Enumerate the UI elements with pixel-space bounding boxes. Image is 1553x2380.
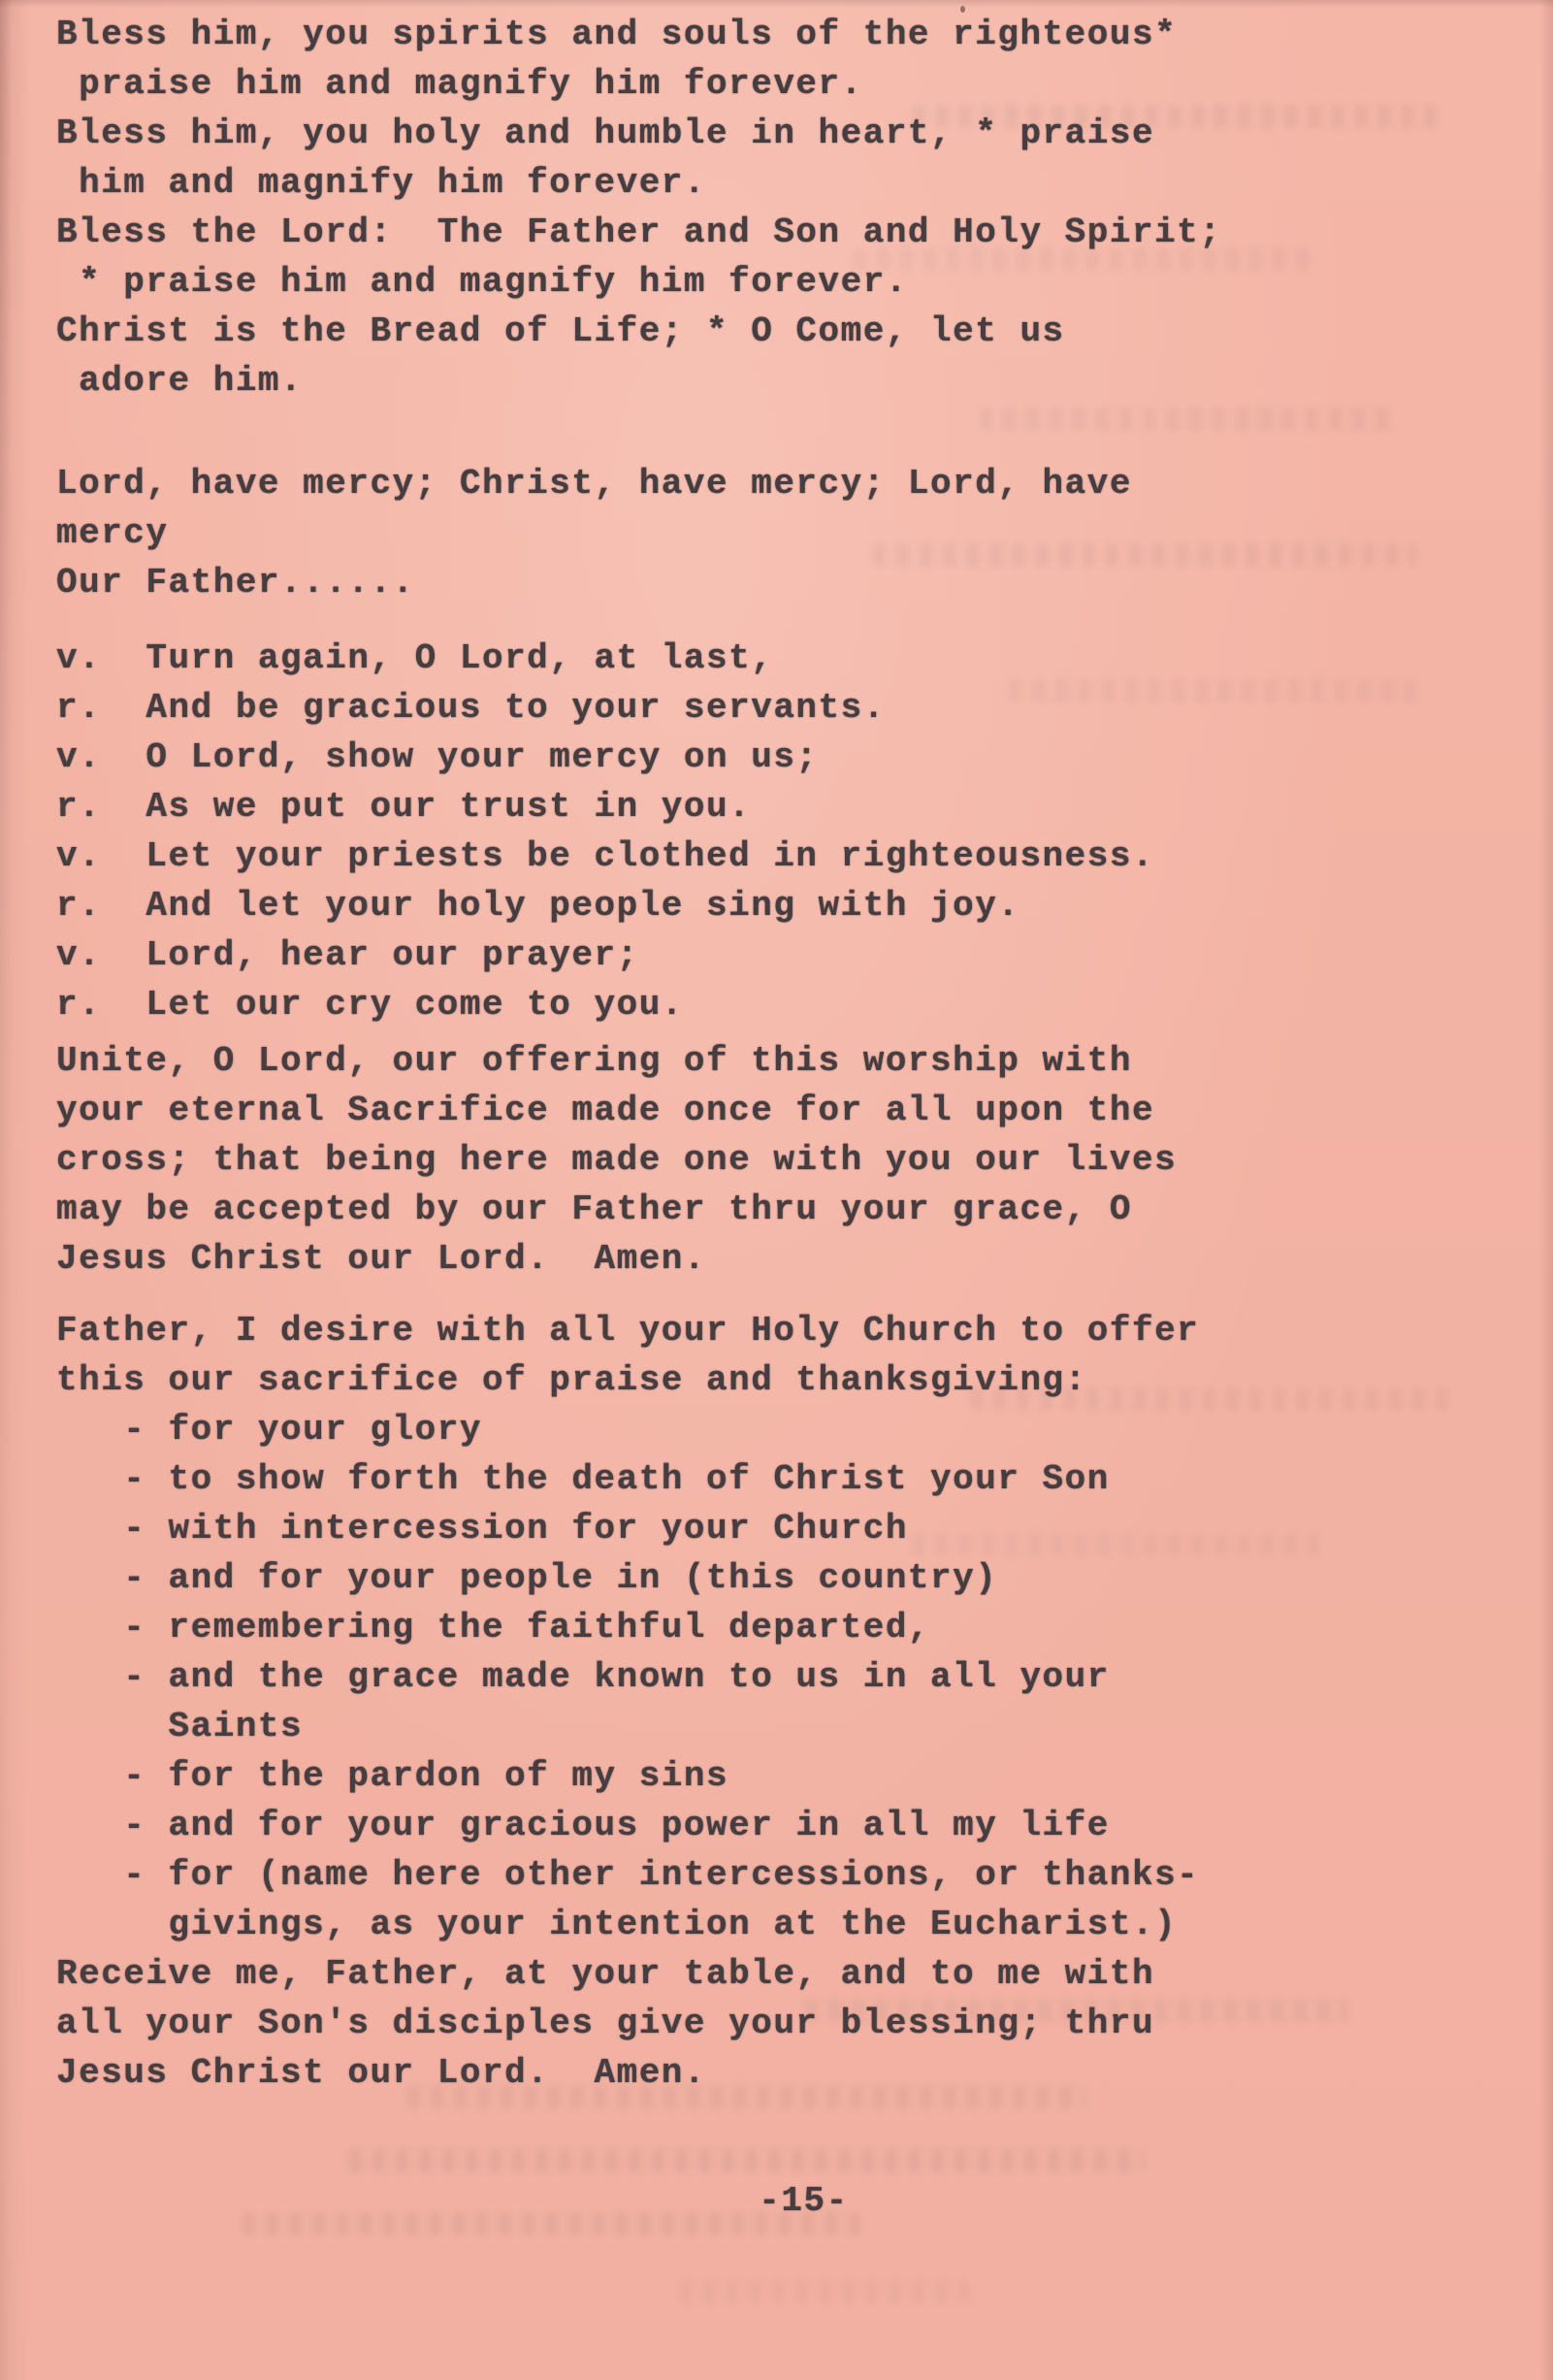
text-line: Unite, O Lord, our offering of this worship with — [56, 1041, 1132, 1081]
bleed-through-smudge — [679, 2280, 970, 2303]
text-line: praise him and magnify him forever. — [56, 64, 863, 104]
text-line: Jesus Christ our Lord. Amen. — [56, 1239, 707, 1279]
page-number: -15- — [759, 2181, 849, 2221]
text-line: Jesus Christ our Lord. Amen. — [56, 2053, 707, 2093]
text-line: * praise him and magnify him forever. — [56, 262, 908, 302]
text-line: v. Lord, hear our prayer; — [56, 935, 639, 975]
section-oblation-prayer — [56, 1036, 1553, 1284]
text-line: adore him. — [56, 361, 304, 401]
text-line: Bless him, you holy and humble in heart, * praise — [56, 114, 1155, 153]
text-line: - and for your gracious power in all my life — [56, 1806, 1110, 1845]
text-line: Our Father...... — [56, 563, 415, 603]
text-line: Bless the Lord: The Father and Son and Holy Spirit; — [56, 212, 1222, 252]
text-line: r. And be gracious to your servants. — [56, 688, 886, 728]
text-line: r. And let your holy people sing with joy. — [56, 886, 1020, 926]
text-line: - to show forth the death of Christ your Son — [56, 1459, 1110, 1499]
text-line: your eternal Sacrifice made once for all upon the — [56, 1091, 1155, 1130]
text-line: v. O Lord, show your mercy on us; — [56, 737, 819, 777]
text-line: givings, as your intention at the Eucharist.) — [56, 1905, 1178, 1944]
text-line: r. Let our cry come to you. — [56, 985, 684, 1025]
text-line: this our sacrifice of praise and thanksgiving: — [56, 1360, 1087, 1400]
text-line: mercy — [56, 513, 169, 553]
text-line: Lord, have mercy; Christ, have mercy; Lord, have — [56, 464, 1132, 504]
bleed-through-smudge — [349, 2149, 1145, 2172]
text-line: may be accepted by our Father thru your grace, O — [56, 1190, 1132, 1229]
text-line: - with intercession for your Church — [56, 1509, 908, 1549]
section-kyrie-our-father — [56, 459, 1553, 607]
text-line: cross; that being here made one with you our lives — [56, 1140, 1178, 1180]
text-line: all your Son's disciples give your blessing; thru — [56, 2004, 1155, 2043]
text-line: - and for your people in (this country) — [56, 1558, 998, 1598]
section-versicles-responses — [56, 634, 1553, 1029]
text-line: - for (name here other intercessions, or thanks- — [56, 1855, 1200, 1895]
text-line: Bless him, you spirits and souls of the righteous* — [56, 15, 1178, 54]
text-line: Receive me, Father, at your table, and to me with — [56, 1954, 1155, 1994]
text-line: Christ is the Bread of Life; * O Come, let us — [56, 311, 1065, 351]
text-line: - remembering the faithful departed, — [56, 1608, 931, 1647]
text-line: - and the grace made known to us in all your — [56, 1657, 1110, 1697]
section-canticle — [56, 10, 1553, 406]
section-offering-intentions — [56, 1306, 1553, 1949]
text-line: Father, I desire with all your Holy Church to offer — [56, 1311, 1200, 1351]
text-line: him and magnify him forever. — [56, 163, 707, 203]
text-line: r. As we put our trust in you. — [56, 787, 752, 827]
text-line: Saints — [56, 1707, 304, 1746]
text-line: v. Turn again, O Lord, at last, — [56, 638, 774, 678]
text-line: v. Let your priests be clothed in righteousness. — [56, 836, 1155, 876]
section-receive-prayer — [56, 1949, 1553, 2098]
text-line: - for your glory — [56, 1410, 482, 1450]
text-line: - for the pardon of my sins — [56, 1756, 729, 1796]
